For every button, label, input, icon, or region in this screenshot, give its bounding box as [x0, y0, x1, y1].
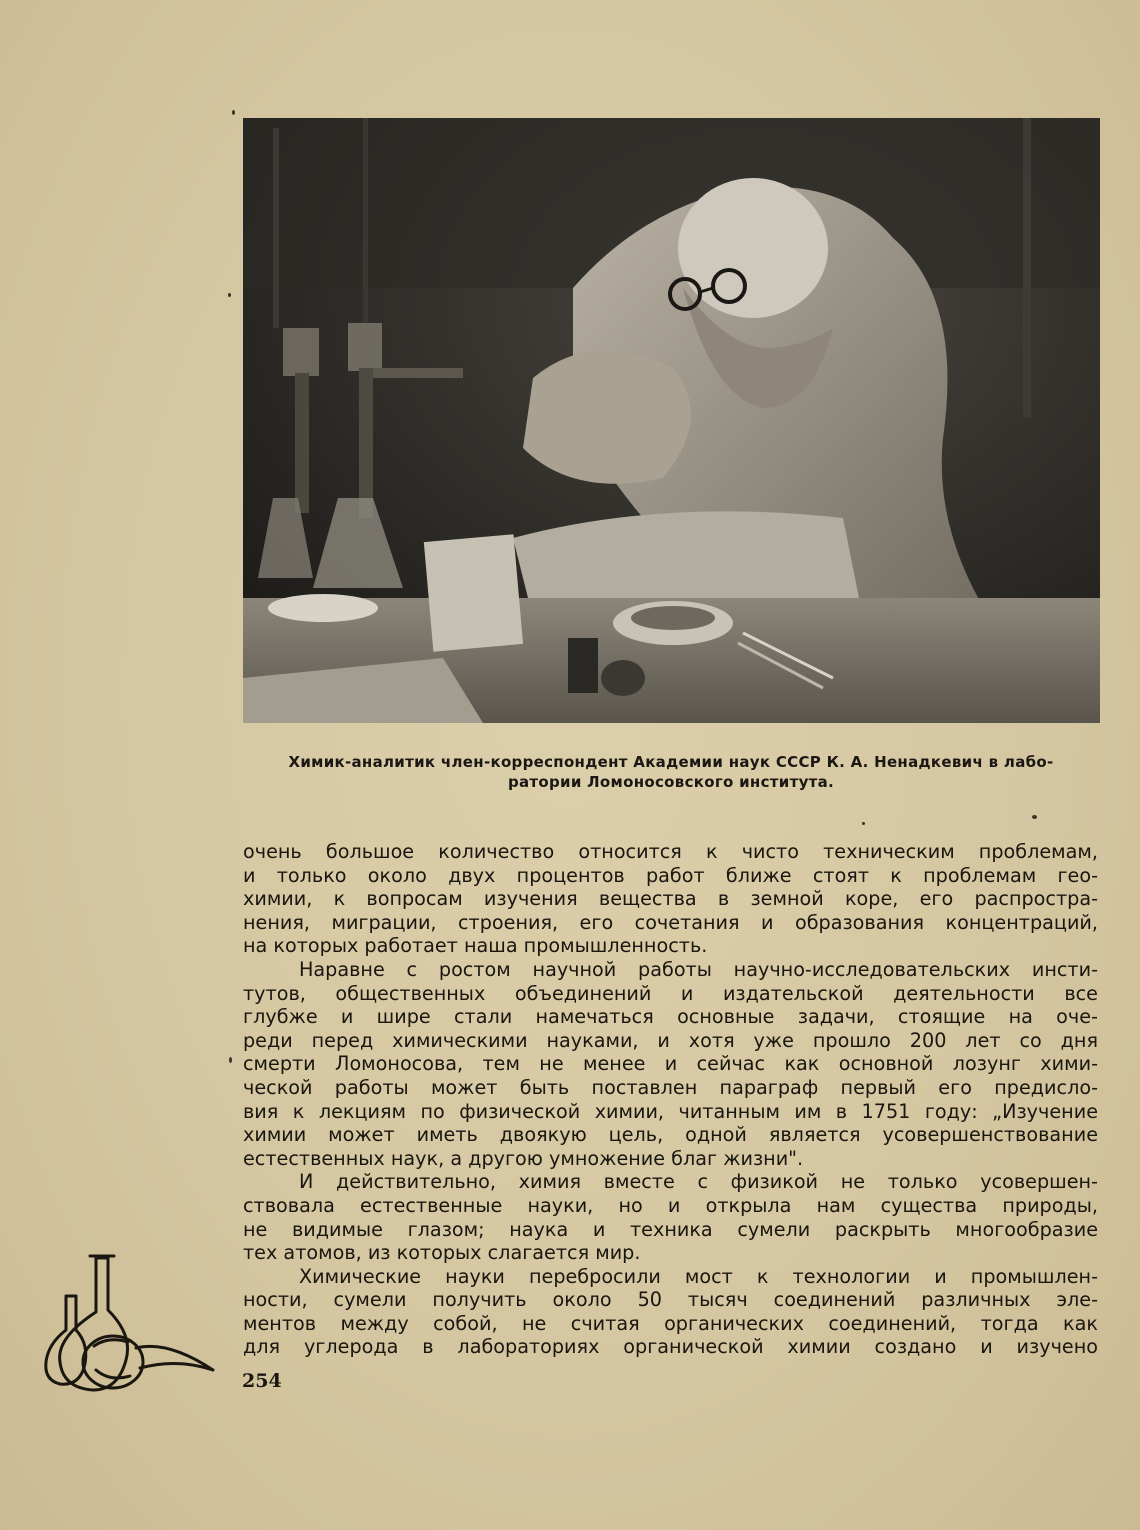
print-speck — [1032, 815, 1037, 819]
print-speck — [229, 1057, 232, 1063]
flask-icon — [38, 1250, 218, 1400]
text-line: очень большое количество относится к чисто техническим проблемам, — [243, 840, 1098, 863]
photo-caption — [236, 752, 1106, 792]
text-line: глубже и шире стали намечаться основные задачи, стоящие на оче- — [243, 1005, 1098, 1029]
print-speck — [232, 110, 235, 115]
text-line: ности, сумели получить около 50 тысяч соединений различных эле- — [243, 1288, 1098, 1312]
text-line: ствовала естественные науки, но и открыла нам существа природы, — [243, 1193, 1098, 1217]
text-line: И действительно, химия вместе с физикой не только усовершен- — [299, 1170, 1098, 1194]
text-line: вия к лекциям по физической химии, читанным им в 1751 году: „Изучение — [243, 1099, 1098, 1123]
text-line: ментов между собой, не считая органических соединений, тогда как — [243, 1311, 1098, 1335]
text-line: на которых работает наша промышленность. — [243, 934, 708, 958]
text-line: смерти Ломоносова, тем не менее и сейчас как основной лозунг хими- — [243, 1052, 1098, 1076]
caption-line-1: Химик-аналитик член-корреспондент Академии наук СССР К. А. Ненадкевич в лабо- — [288, 753, 1054, 771]
text-line: Наравне с ростом научной работы научно-исследовательских инсти- — [299, 957, 1098, 981]
caption-line-2: ратории Ломоносовского института. — [507, 773, 835, 791]
text-line: ческой работы может быть поставлен параграф первый его предисло- — [243, 1075, 1098, 1099]
text-line: реди перед химическими науками, и хотя уже прошло 200 лет со дня — [243, 1028, 1098, 1052]
text-line: химии может иметь двоякую цель, одной является усовершенствование — [243, 1123, 1098, 1147]
text-line: естественных наук, а другою умножение благ жизни". — [243, 1146, 804, 1170]
photo-image — [243, 118, 1100, 723]
text-line: не видимые глазом; наука и техника сумели раскрыть многообразие — [243, 1217, 1098, 1241]
text-line: тутов, общественных объединений и издательской деятельности все — [243, 981, 1098, 1005]
text-line: и только около двух процентов работ ближе стоят к проблемам гео- — [243, 863, 1098, 887]
text-line: для углерода в лабораториях органической химии создано и изучено — [243, 1335, 1098, 1359]
body-text — [243, 840, 1098, 1359]
text-line: тех атомов, из которых слагается мир. — [243, 1241, 641, 1265]
print-speck — [228, 293, 231, 297]
text-line: нения, миграции, строения, его сочетания и образования концентраций, — [243, 910, 1098, 934]
scientist-photo — [243, 118, 1100, 723]
text-line: химии, к вопросам изучения вещества в земной коре, его распростра- — [243, 887, 1098, 911]
text-line: Химические науки перебросили мост к технологии и промышлен- — [299, 1264, 1098, 1288]
page-number: 254 — [242, 1370, 282, 1392]
print-speck — [862, 822, 865, 825]
